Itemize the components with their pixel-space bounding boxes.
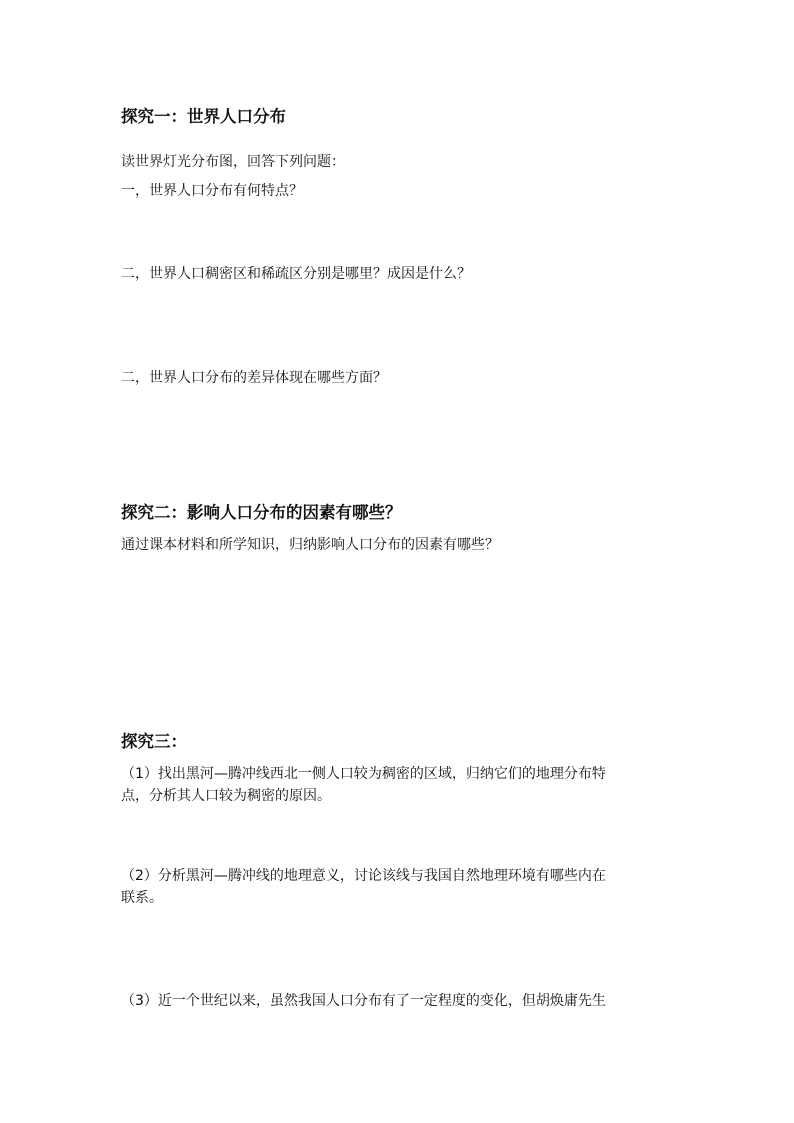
section3-item-1-line-2: 点，分析其人口较为稠密的原因。 [121, 788, 331, 804]
section1-heading: 探究一：世界人口分布 [121, 107, 286, 126]
section1-question-1: 一，世界人口分布有何特点？ [121, 183, 303, 199]
section3-item-2-line-2: 联系。 [121, 890, 163, 906]
section3-item-3-line-1: （3）近一个世纪以来，虽然我国人口分布有了一定程度的变化，但胡焕庸先生 [121, 993, 606, 1009]
section3-item-1-line-1: （1）找出黑河—腾冲线西北一侧人口较为稠密的区域，归纳它们的地理分布特 [121, 766, 606, 782]
section1-question-3: 二，世界人口分布的差异体现在哪些方面？ [121, 370, 387, 386]
section3-heading: 探究三： [121, 732, 187, 751]
section1-question-2: 二，世界人口稠密区和稀疏区分别是哪里？成因是什么？ [121, 266, 471, 282]
section1-intro: 读世界灯光分布图，回答下列问题： [121, 154, 345, 170]
section2-question: 通过课本材料和所学知识，归纳影响人口分布的因素有哪些？ [121, 537, 499, 553]
section3-item-2-line-1: （2）分析黑河—腾冲线的地理意义，讨论该线与我国自然地理环境有哪些内在 [121, 868, 606, 884]
section2-heading: 探究二：影响人口分布的因素有哪些？ [121, 503, 402, 522]
